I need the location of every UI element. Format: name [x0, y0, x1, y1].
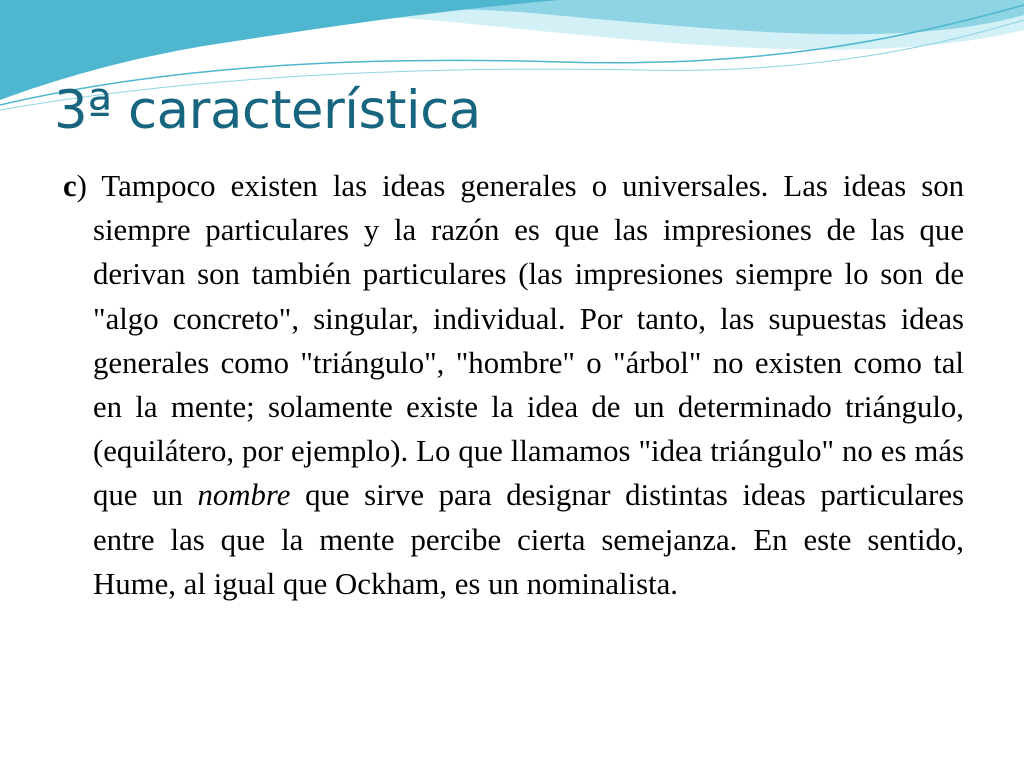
slide-title: 3ª característica — [54, 80, 481, 141]
body-text: ) Tampoco existen las ideas generales o universales. Las ideas son siempre particulares y la razón es que las impresiones de las que derivan son también particulares (las impresiones siempre lo son de "algo concreto", singular, individual. Por tanto, las supuestas ideas generales como "triángulo", "hombre" o "árbol" no existen como tal en la mente; solamente existe la idea de un determinado triángulo, (equilátero, por ejemplo). Lo que llamamos "idea triángulo" no es más que un — [76, 169, 964, 513]
emphasis-text: nombre — [197, 478, 291, 513]
body-paragraph — [63, 164, 964, 606]
slide-body — [63, 164, 964, 606]
body-text-tail: que sirve para designar distintas ideas particulares entre las que la mente percibe cierta semejanza. En este sentido, Hume, al igual que Ockham, es un nominalista. — [93, 478, 964, 601]
list-marker: c — [63, 169, 77, 203]
